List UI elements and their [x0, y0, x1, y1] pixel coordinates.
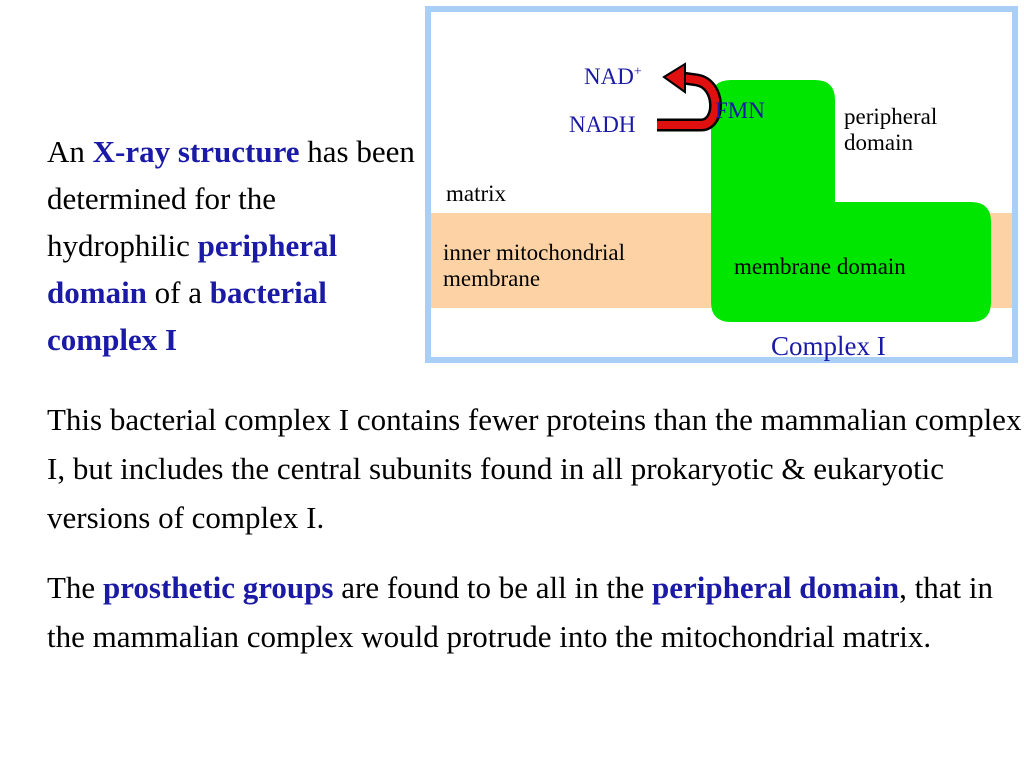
- intro-text-part: of a: [146, 275, 210, 310]
- inner-membrane-label: inner mitochondrial membrane: [443, 240, 626, 291]
- paragraph-text-part: , that in the mammalian complex would protrude into the mitochondrial matrix.: [47, 570, 994, 654]
- membrane-domain-label: membrane domain: [734, 254, 906, 279]
- intro-text: [47, 128, 419, 363]
- peripheral-domain-highlight: peripheral domain: [652, 570, 900, 605]
- nadh-label: NADH: [569, 112, 636, 137]
- paragraph-prosthetic-groups: [47, 563, 1022, 661]
- paragraph-bacterial-complex: This bacterial complex I contains fewer proteins than the mammalian complex I, but includes the central subunits found in all prokaryotic & eukaryotic versions of complex I.: [47, 402, 1022, 535]
- nad-plus-label: NAD+: [584, 64, 642, 89]
- prosthetic-groups-highlight: prosthetic groups: [102, 570, 334, 605]
- paragraph-text-part: The: [47, 570, 103, 605]
- bacterial-complex-highlight: bacterial complex I: [47, 275, 327, 357]
- xray-structure-highlight: X-ray structure: [92, 134, 300, 169]
- paragraph-text-part: are found to be all in the: [333, 570, 652, 605]
- matrix-label: matrix: [446, 181, 507, 206]
- complex-i-diagram: [425, 6, 1018, 363]
- peripheral-domain-label: peripheral domain: [844, 104, 938, 155]
- fmn-label: FMN: [715, 98, 765, 123]
- peripheral-domain-highlight: peripheral domain: [47, 228, 338, 310]
- complex-i-label: Complex I: [771, 331, 886, 361]
- intro-text-part: An: [47, 134, 93, 169]
- intro-text-part: has been determined for the hydrophilic: [47, 134, 415, 263]
- curved-arrow-icon: [431, 12, 1012, 361]
